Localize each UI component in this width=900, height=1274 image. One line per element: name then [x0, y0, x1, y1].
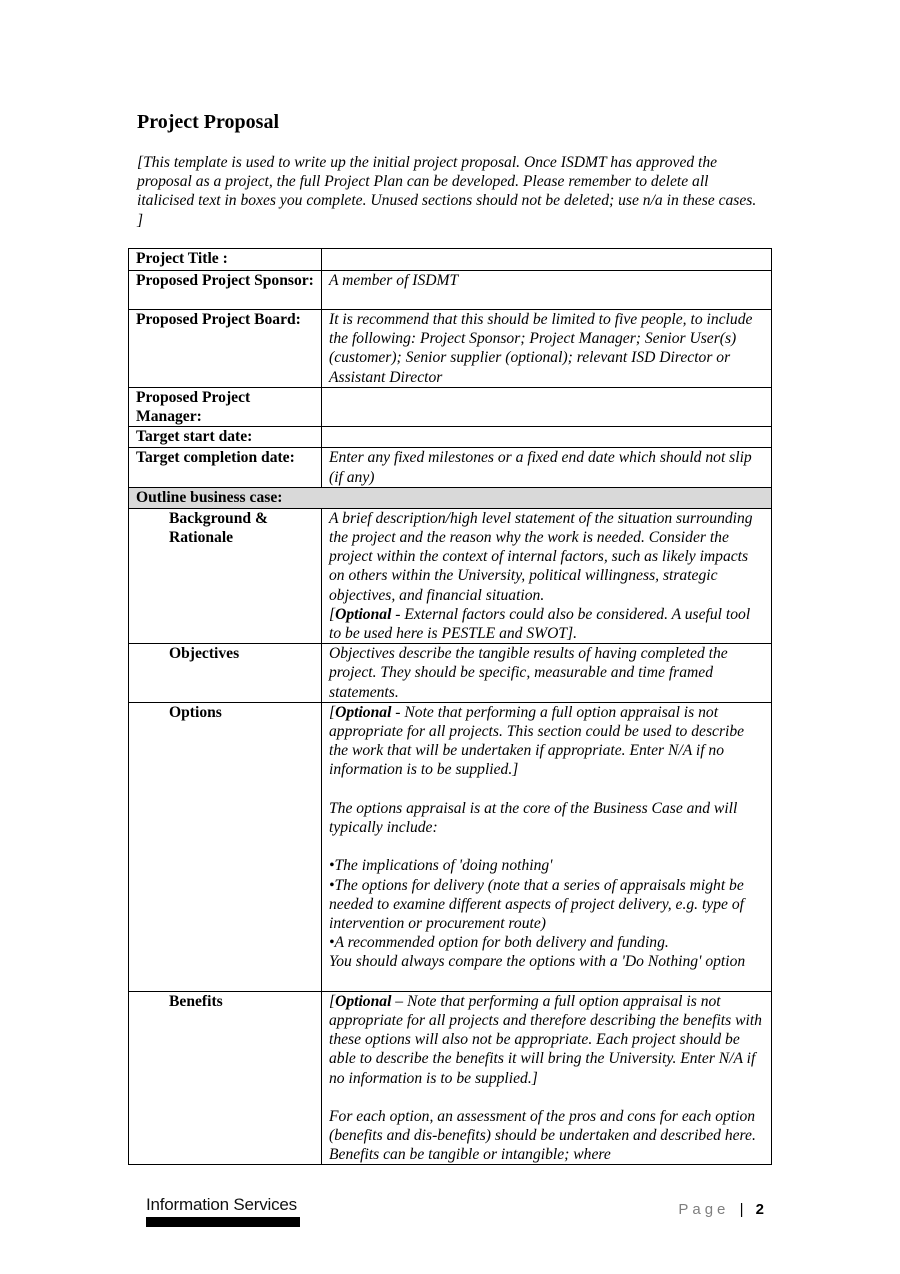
options-bullet: •The options for delivery (note that a series of appraisals might be needed to examine different aspects of project delivery, e.g. type of intervention or procurement route) — [329, 876, 744, 933]
business-case-heading: Outline business case: — [129, 487, 772, 508]
objectives-value[interactable]: Objectives describe the tangible results of having completed the project. They should be specific, measurable and time framed statements. — [322, 644, 772, 703]
project-title-label: Project Title : — [129, 249, 322, 271]
board-label: Proposed Project Board: — [129, 310, 322, 388]
options-bullet: •A recommended option for both delivery and funding. — [329, 934, 669, 952]
options-value[interactable] — [322, 702, 772, 991]
row-business-case-heading — [129, 487, 772, 508]
manager-value[interactable] — [322, 388, 772, 427]
row-manager — [129, 388, 772, 427]
row-objectives — [129, 644, 772, 703]
manager-label: Proposed Project Manager: — [129, 388, 322, 427]
optional-tag: Optional — [335, 992, 392, 1010]
row-background — [129, 508, 772, 643]
page-separator: | — [739, 1201, 744, 1218]
options-closing: You should always compare the options with a 'Do Nothing' option — [329, 953, 746, 971]
benefits-optional-note: [Optional – Note that performing a full option appraisal is not appropriate for all projects and therefore describing the benefits with these options will also not be appropriate. Each project should be able to describe the benefits it will bring the University. Enter N/A if no information is to be supplied.] — [329, 992, 762, 1087]
row-sponsor — [129, 271, 772, 310]
project-title-value[interactable] — [322, 249, 772, 271]
row-project-title — [129, 249, 772, 271]
options-label: Options — [129, 702, 322, 991]
row-board — [129, 310, 772, 388]
options-bullet: •The implications of 'doing nothing' — [329, 857, 553, 875]
template-instructions: [This template is used to write up the initial project proposal. Once ISDMT has approved the proposal as a project, the full Project Plan can be developed. Please remember to delete all italicised text in boxes you complete. Unused sections should not be deleted; use n/a in these cases. ] — [137, 154, 757, 229]
page-number: 2 — [755, 1201, 764, 1218]
background-value[interactable] — [322, 508, 772, 643]
sponsor-label: Proposed Project Sponsor: — [129, 271, 322, 310]
page-label: Page — [678, 1201, 730, 1218]
benefits-label: Benefits — [129, 991, 322, 1164]
optional-tag: Optional — [335, 703, 392, 721]
row-benefits — [129, 991, 772, 1164]
page-title: Project Proposal — [137, 111, 280, 133]
row-completion-date — [129, 448, 772, 487]
sponsor-value[interactable]: A member of ISDMT — [322, 271, 772, 310]
background-optional-note: [Optional - External factors could also be considered. A useful tool to be used here is PESTLE and SWOT]. — [329, 605, 751, 643]
row-start-date — [129, 427, 772, 448]
information-services-logo — [146, 1195, 300, 1227]
options-intro: The options appraisal is at the core of the Business Case and will typically include: — [329, 799, 738, 837]
logo-bar — [146, 1217, 300, 1227]
objectives-label: Objectives — [129, 644, 322, 703]
start-date-value[interactable] — [322, 427, 772, 448]
brand-name: Information Services — [146, 1195, 297, 1214]
proposal-table — [128, 248, 772, 1165]
options-optional-note: [Optional - Note that performing a full option appraisal is not appropriate for all projects. This section could be used to describe the work that will be undertaken if appropriate. Enter N/A if no information is to be supplied.] — [329, 703, 745, 779]
start-date-label: Target start date: — [129, 427, 322, 448]
page-indicator — [678, 1200, 764, 1220]
row-options — [129, 702, 772, 991]
completion-date-label: Target completion date: — [129, 448, 322, 487]
optional-tag: Optional — [335, 605, 392, 623]
background-text: A brief description/high level statement of the situation surrounding the project and the reason why the work is needed. Consider the project within the context of internal factors, such as likely impacts on others within the University, political willingness, strategic objectives, and financial situation. — [329, 509, 753, 604]
background-label: Background & Rationale — [129, 508, 322, 643]
benefits-value[interactable] — [322, 991, 772, 1164]
board-value[interactable]: It is recommend that this should be limited to five people, to include the following: Project Sponsor; Project Manager; Senior User(s) (customer); Senior supplier (optional); relevant ISD Director or Assistant Director — [322, 310, 772, 388]
benefits-detail: For each option, an assessment of the pros and cons for each option (benefits and dis-benefits) should be undertaken and described here. Benefits can be tangible or intangible; where — [329, 1108, 756, 1163]
completion-date-value[interactable]: Enter any fixed milestones or a fixed end date which should not slip (if any) — [322, 448, 772, 487]
